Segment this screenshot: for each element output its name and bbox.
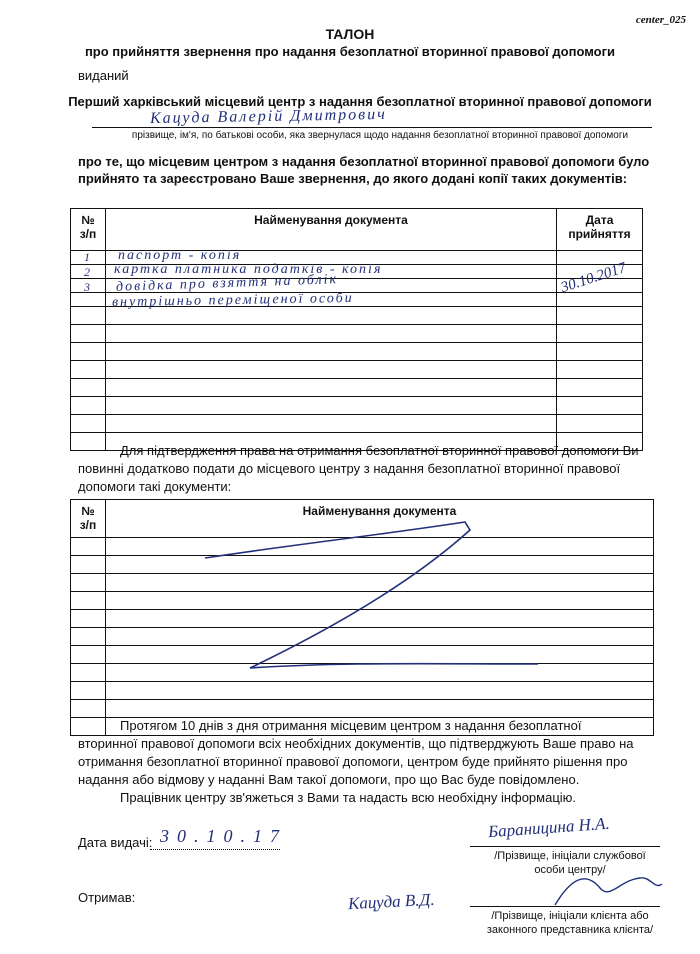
org-name: Перший харківський місцевий центр з надання безоплатної вторинної правової допомоги xyxy=(68,94,652,109)
table1-col-name: Найменування документа xyxy=(106,209,557,251)
applicant-caption: прізвище, ім'я, по батькові особи, яка звернулася щодо надання безоплатної вторинної правової допомоги xyxy=(131,130,629,141)
para3-line-5: Працівник центру зв'яжеться з Вами та надасть всю необхідну інформацію. xyxy=(120,790,577,805)
para2-line-1: Для підтвердження права на отримання безоплатної вторинної правової допомоги Ви xyxy=(120,443,639,458)
table1-row-4-name: внутрішньо переміщеної особи xyxy=(111,290,354,311)
para3-line-3: отримання безоплатної вторинної правової допомоги, центром буде прийнято рішення про xyxy=(78,754,628,769)
intro-line-1: про те, що місцевим центром з надання безоплатної вторинної правової допомоги було xyxy=(78,154,650,169)
center-stamp-label: center_025 xyxy=(635,14,686,26)
applicant-handwritten-name: Кацуда Валерій Дмитрович xyxy=(149,105,387,128)
officer-caption-line-2: особи центру/ xyxy=(534,864,606,876)
table1-col-date: Дата прийняття xyxy=(557,209,643,251)
officer-signature: Бараницина Н.А. xyxy=(487,813,611,842)
received-label: Отримав: xyxy=(78,890,136,905)
para2-line-3: допомоги такі документи: xyxy=(78,479,232,494)
doc-subtitle: про прийняття звернення про надання безоплатної вторинної правової допомоги xyxy=(84,44,616,59)
issue-date-handwritten: 30.10.17 xyxy=(160,826,287,846)
client-caption-line-2: законного представника клієнта/ xyxy=(486,924,654,936)
client-underline xyxy=(470,906,660,907)
para2-line-2: повинні додатково подати до місцевого центру з надання безоплатної вторинної правової xyxy=(78,461,621,476)
issue-date-label: Дата видачі: xyxy=(78,835,153,850)
table2-col-no: № з/п xyxy=(71,500,106,538)
officer-caption-line-1: /Прізвище, ініціали службової xyxy=(494,850,646,862)
table2-col-name: Найменування документа xyxy=(106,500,654,538)
para3-line-1: Протягом 10 днів з дня отримання місцевим центром з надання безоплатної xyxy=(120,718,582,733)
table1-row-2-name: картка платника податків - копія xyxy=(114,262,383,277)
table1-col-no: № з/п xyxy=(71,209,106,251)
doc-title: ТАЛОН xyxy=(325,26,375,42)
table1-date-handwritten: 30.10.2017 xyxy=(559,259,629,297)
table1-row-1-name: паспорт - копія xyxy=(118,248,242,263)
table1-row-3-no: 3 xyxy=(84,280,90,294)
para3-line-4: надання або відмову у наданні Вам такої допомоги, про що Вас буде повідомлено. xyxy=(78,772,580,787)
para3-line-2: вторинної правової допомоги всіх необхідних документів, що підтверджують Ваше право на xyxy=(78,736,634,751)
intro-line-2: прийнято та зареєстровано Ваше звернення, до якого додані копії таких документів: xyxy=(78,171,628,186)
client-signature: Кацуда В.Д. xyxy=(347,889,436,914)
issued-label: виданий xyxy=(78,68,129,83)
table1-row-1-no: 1 xyxy=(84,250,90,264)
client-caption-line-1: /Прізвище, ініціали клієнта або xyxy=(491,910,649,922)
table1-row-2-no: 2 xyxy=(84,265,90,279)
table1-row-3-name: довідка про взяття на облік xyxy=(115,272,339,295)
